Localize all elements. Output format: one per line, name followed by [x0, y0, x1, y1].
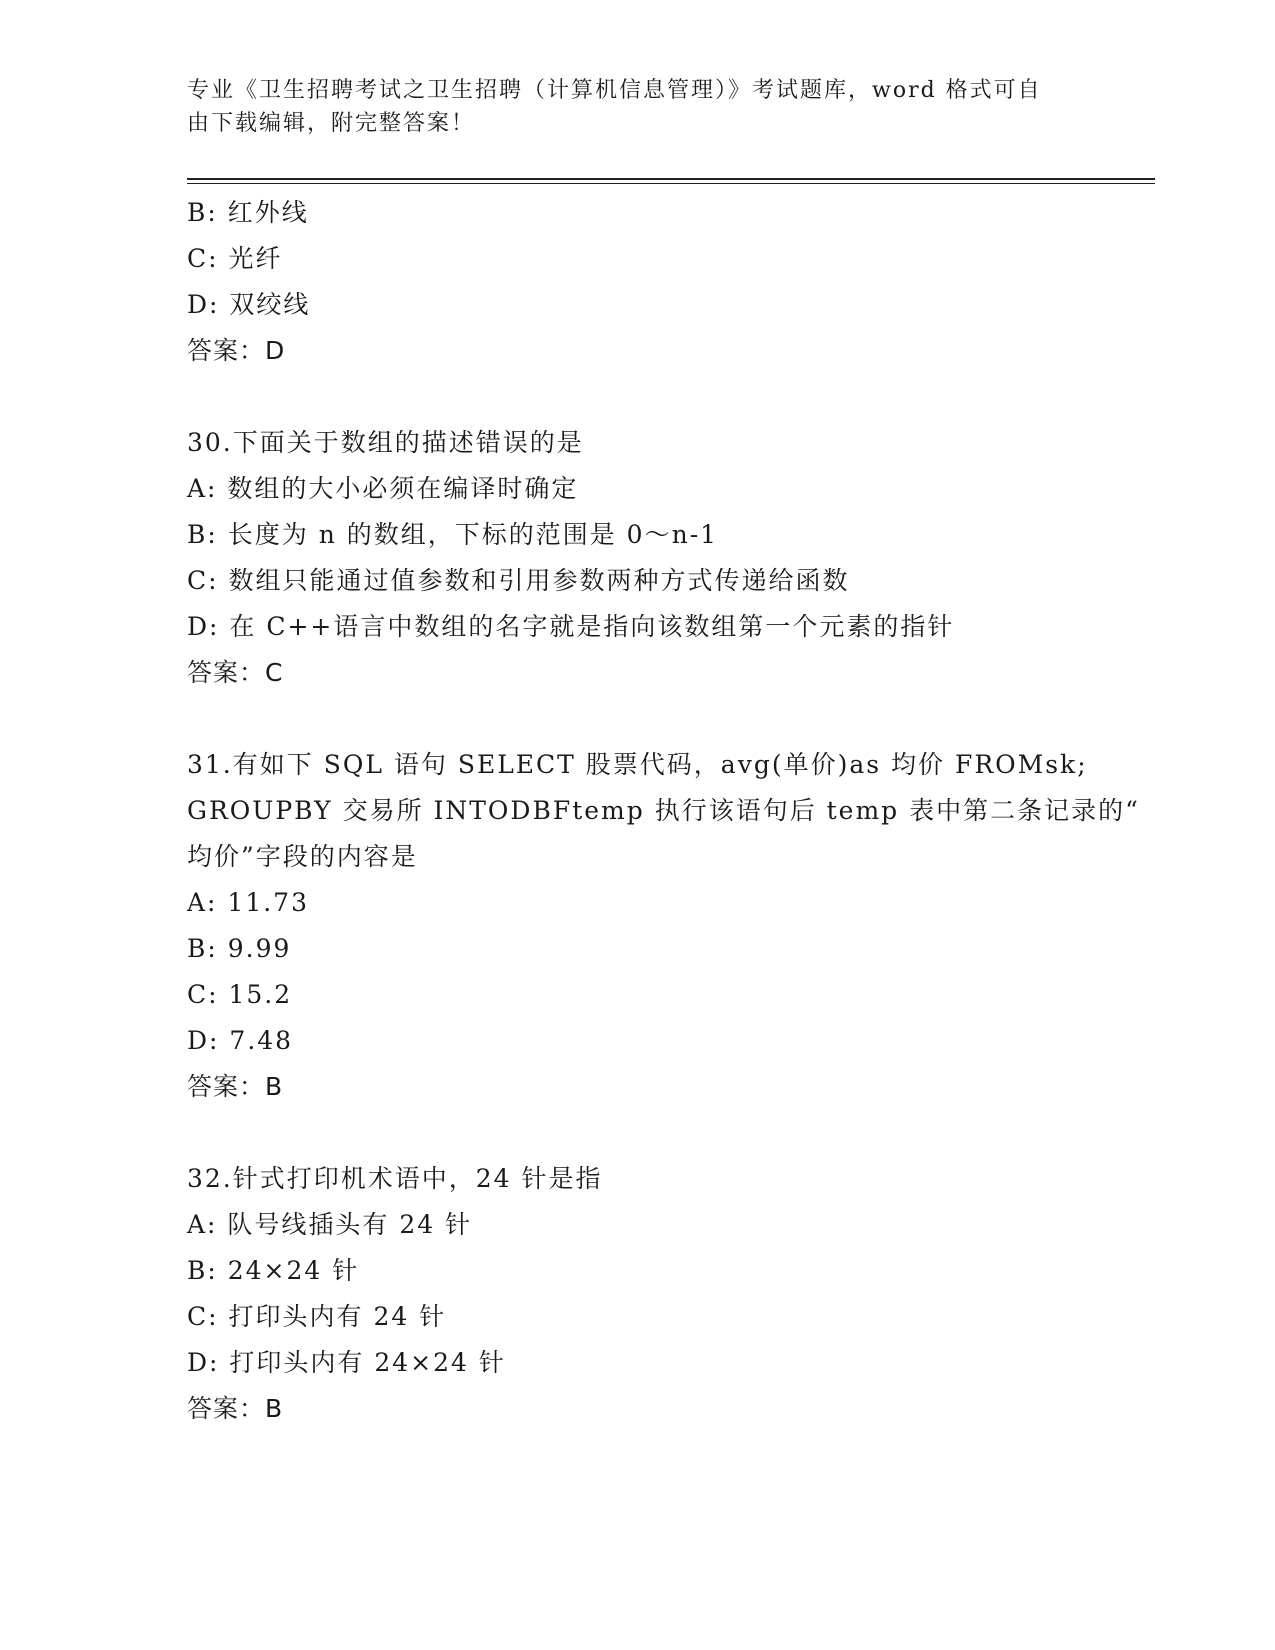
- question-30: [187, 420, 1107, 696]
- option-c: C: 15.2: [187, 980, 293, 1009]
- answer-line: 答案：B: [187, 1072, 284, 1101]
- document-header: [187, 74, 1087, 140]
- option-d: D: 7.48: [187, 1026, 294, 1055]
- question-stem: 30.下面关于数组的描述错误的是: [187, 428, 584, 457]
- spacer: [187, 374, 1107, 420]
- question-stem-line-2: GROUPBY 交易所 INTODBFtemp 执行该语句后 temp 表中第二条记录的“: [187, 796, 1140, 825]
- question-32: [187, 1156, 1107, 1432]
- option-c: C: 数组只能通过值参数和引用参数两种方式传递给函数: [187, 566, 850, 595]
- option-a: A: 11.73: [187, 888, 309, 917]
- spacer: [187, 696, 1107, 742]
- option-c: C: 打印头内有 24 针: [187, 1302, 447, 1331]
- question-29: [187, 190, 1107, 374]
- answer-line: 答案：D: [187, 336, 286, 365]
- option-d: D: 双绞线: [187, 290, 311, 319]
- option-d: D: 打印头内有 24×24 针: [187, 1348, 506, 1377]
- option-d: D: 在 C++语言中数组的名字就是指向该数组第一个元素的指针: [187, 612, 955, 641]
- header-divider-thin: [187, 183, 1155, 184]
- option-a: A: 数组的大小必须在编译时确定: [187, 474, 579, 503]
- option-a: A: 队号线插头有 24 针: [187, 1210, 473, 1239]
- option-c: C: 光纤: [187, 244, 283, 273]
- option-b: B: 长度为 n 的数组，下标的范围是 0～n-1: [187, 520, 719, 549]
- spacer: [187, 1110, 1107, 1156]
- question-list: [187, 190, 1140, 1432]
- header-line-2: 由下载编辑，附完整答案！: [187, 111, 476, 136]
- question-stem: 32.针式打印机术语中，24 针是指: [187, 1164, 603, 1193]
- header-line-1: 专业《卫生招聘考试之卫生招聘（计算机信息管理）》考试题库，word 格式可自: [187, 78, 1042, 103]
- header-divider-thick: [187, 178, 1155, 180]
- question-stem-line-3: 均价”字段的内容是: [187, 842, 418, 871]
- option-b: B: 9.99: [187, 934, 292, 963]
- question-stem-line-1: 31.有如下 SQL 语句 SELECT 股票代码，avg(单价)as 均价 FROMsk;: [187, 750, 1088, 779]
- answer-line: 答案：B: [187, 1394, 284, 1423]
- option-b: B: 红外线: [187, 198, 309, 227]
- question-31: [187, 742, 1140, 1110]
- option-b: B: 24×24 针: [187, 1256, 360, 1285]
- answer-line: 答案：C: [187, 658, 284, 687]
